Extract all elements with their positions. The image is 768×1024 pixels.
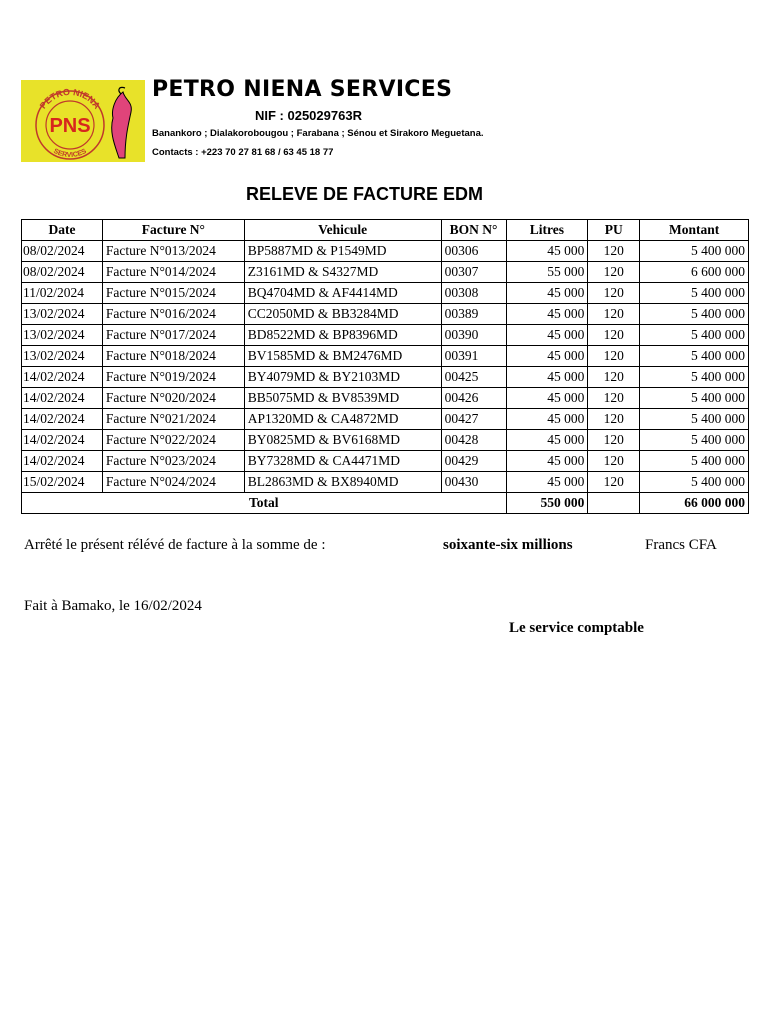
cell-litres: 45 000 (506, 346, 588, 367)
cell-montant: 5 400 000 (640, 283, 749, 304)
logo-ring-top-text: PETRO NIENA (37, 86, 103, 111)
cell-montant: 5 400 000 (640, 409, 749, 430)
column-header-date: Date (22, 220, 103, 241)
cell-montant: 5 400 000 (640, 325, 749, 346)
document-title: RELEVE DE FACTURE EDM (246, 184, 484, 204)
cell-date: 13/02/2024 (22, 346, 103, 367)
cell-montant: 5 400 000 (640, 367, 749, 388)
column-header-facture: Facture N° (102, 220, 244, 241)
cell-vehicule: BD8522MD & BP8396MD (244, 325, 441, 346)
cell-pu: 120 (588, 304, 640, 325)
cell-bon: 00429 (441, 451, 506, 472)
cell-litres: 45 000 (506, 388, 588, 409)
cell-pu: 120 (588, 241, 640, 262)
cell-vehicule: BP5887MD & P1549MD (244, 241, 441, 262)
column-header-litres: Litres (506, 220, 588, 241)
cell-date: 14/02/2024 (22, 451, 103, 472)
table-row (22, 304, 749, 325)
cell-date: 14/02/2024 (22, 367, 103, 388)
column-header-montant: Montant (640, 220, 749, 241)
cell-montant: 5 400 000 (640, 304, 749, 325)
signatory: Le service comptable (509, 620, 644, 636)
cell-bon: 00430 (441, 472, 506, 493)
cell-pu: 120 (588, 346, 640, 367)
table-row (22, 262, 749, 283)
cell-facture: Facture N°019/2024 (102, 367, 244, 388)
column-header-pu: PU (588, 220, 640, 241)
cell-vehicule: Z3161MD & S4327MD (244, 262, 441, 283)
table-row (22, 388, 749, 409)
table-row (22, 451, 749, 472)
cell-date: 13/02/2024 (22, 325, 103, 346)
column-header-bon: BON N° (441, 220, 506, 241)
cell-litres: 45 000 (506, 472, 588, 493)
cell-bon: 00390 (441, 325, 506, 346)
cell-bon: 00389 (441, 304, 506, 325)
cell-date: 14/02/2024 (22, 409, 103, 430)
cell-vehicule: CC2050MD & BB3284MD (244, 304, 441, 325)
cell-vehicule: BV1585MD & BM2476MD (244, 346, 441, 367)
cell-vehicule: BY0825MD & BV6168MD (244, 430, 441, 451)
total-pu-empty (588, 493, 640, 514)
cell-date: 13/02/2024 (22, 304, 103, 325)
cell-facture: Facture N°015/2024 (102, 283, 244, 304)
cell-vehicule: BL2863MD & BX8940MD (244, 472, 441, 493)
cell-vehicule: BQ4704MD & AF4414MD (244, 283, 441, 304)
cell-pu: 120 (588, 262, 640, 283)
cell-montant: 5 400 000 (640, 430, 749, 451)
cell-bon: 00427 (441, 409, 506, 430)
cell-facture: Facture N°022/2024 (102, 430, 244, 451)
cell-litres: 45 000 (506, 283, 588, 304)
cell-bon: 00425 (441, 367, 506, 388)
cell-montant: 5 400 000 (640, 388, 749, 409)
cell-date: 08/02/2024 (22, 262, 103, 283)
cell-pu: 120 (588, 367, 640, 388)
logo-ring-bottom-text: SERVICES (52, 147, 88, 160)
cell-date: 15/02/2024 (22, 472, 103, 493)
cell-vehicule: BY4079MD & BY2103MD (244, 367, 441, 388)
place-and-date: Fait à Bamako, le 16/02/2024 (24, 598, 202, 614)
cell-pu: 120 (588, 283, 640, 304)
table-header-row (22, 220, 749, 241)
cell-montant: 6 600 000 (640, 262, 749, 283)
table-row (22, 283, 749, 304)
total-label: Total (22, 493, 507, 514)
cell-litres: 55 000 (506, 262, 588, 283)
cell-litres: 45 000 (506, 451, 588, 472)
cell-litres: 45 000 (506, 367, 588, 388)
cell-vehicule: AP1320MD & CA4872MD (244, 409, 441, 430)
cell-pu: 120 (588, 325, 640, 346)
amount-in-words: soixante-six millions (443, 537, 573, 553)
cell-facture: Facture N°016/2024 (102, 304, 244, 325)
arrete-statement: Arrêté le présent rélévé de facture à la somme de : (24, 537, 326, 553)
cell-bon: 00306 (441, 241, 506, 262)
table-row (22, 430, 749, 451)
cell-pu: 120 (588, 388, 640, 409)
nif-number: NIF : 025029763R (255, 108, 362, 123)
total-litres: 550 000 (506, 493, 588, 514)
cell-bon: 00428 (441, 430, 506, 451)
cell-montant: 5 400 000 (640, 451, 749, 472)
cell-date: 11/02/2024 (22, 283, 103, 304)
table-row (22, 346, 749, 367)
cell-date: 08/02/2024 (22, 241, 103, 262)
logo-initials: PNS (49, 115, 91, 137)
cell-bon: 00391 (441, 346, 506, 367)
cell-litres: 45 000 (506, 325, 588, 346)
table-row (22, 367, 749, 388)
company-logo (21, 80, 145, 162)
cell-litres: 45 000 (506, 409, 588, 430)
cell-vehicule: BB5075MD & BV8539MD (244, 388, 441, 409)
cell-facture: Facture N°020/2024 (102, 388, 244, 409)
cell-vehicule: BY7328MD & CA4471MD (244, 451, 441, 472)
cell-montant: 5 400 000 (640, 346, 749, 367)
pns-logo-graphic (21, 80, 145, 162)
cell-litres: 45 000 (506, 304, 588, 325)
table-row (22, 409, 749, 430)
table-row (22, 241, 749, 262)
cell-facture: Facture N°021/2024 (102, 409, 244, 430)
cell-facture: Facture N°017/2024 (102, 325, 244, 346)
cell-pu: 120 (588, 430, 640, 451)
cell-pu: 120 (588, 472, 640, 493)
cell-date: 14/02/2024 (22, 430, 103, 451)
cell-facture: Facture N°024/2024 (102, 472, 244, 493)
table-row (22, 472, 749, 493)
currency-label: Francs CFA (645, 537, 717, 553)
column-header-vehicule: Vehicule (244, 220, 441, 241)
cell-bon: 00307 (441, 262, 506, 283)
cell-facture: Facture N°018/2024 (102, 346, 244, 367)
invoice-table (21, 219, 749, 514)
cell-facture: Facture N°013/2024 (102, 241, 244, 262)
company-contacts: Contacts : +223 70 27 81 68 / 63 45 18 77 (152, 147, 334, 158)
cell-pu: 120 (588, 409, 640, 430)
table-row (22, 325, 749, 346)
total-row (22, 493, 749, 514)
cell-montant: 5 400 000 (640, 472, 749, 493)
cell-pu: 120 (588, 451, 640, 472)
company-address: Banankoro ; Dialakorobougou ; Farabana ; Sénou et Sirakoro Meguetana. (152, 128, 484, 139)
cell-facture: Facture N°014/2024 (102, 262, 244, 283)
flame-figure-icon (112, 87, 132, 158)
cell-date: 14/02/2024 (22, 388, 103, 409)
total-montant: 66 000 000 (640, 493, 749, 514)
cell-bon: 00426 (441, 388, 506, 409)
cell-litres: 45 000 (506, 430, 588, 451)
cell-montant: 5 400 000 (640, 241, 749, 262)
cell-litres: 45 000 (506, 241, 588, 262)
cell-bon: 00308 (441, 283, 506, 304)
cell-facture: Facture N°023/2024 (102, 451, 244, 472)
company-name: PETRO NIENA SERVICES (152, 77, 453, 102)
